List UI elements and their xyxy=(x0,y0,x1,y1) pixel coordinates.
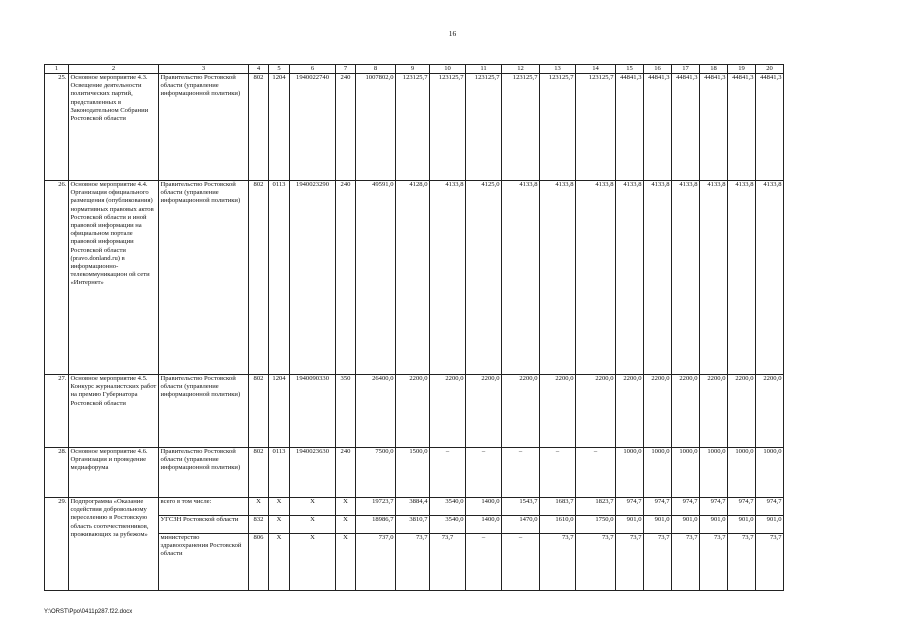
column-header: 9 xyxy=(396,65,430,74)
page-number: 16 xyxy=(448,29,457,38)
table-cell: 4133,8 xyxy=(540,181,576,375)
table-cell: 4133,8 xyxy=(430,181,466,375)
table-cell: 73,7 xyxy=(756,534,784,591)
table-cell: 3884,4 xyxy=(396,498,430,516)
table-cell: 974,7 xyxy=(756,498,784,516)
table-cell: 73,7 xyxy=(672,534,700,591)
table-cell: 901,0 xyxy=(756,516,784,534)
column-header: 12 xyxy=(502,65,540,74)
executor: УГСЗН Ростовской области xyxy=(159,516,249,534)
column-header: 13 xyxy=(540,65,576,74)
table-cell: 1750,0 xyxy=(576,516,616,534)
table-cell: 44841,3 xyxy=(672,74,700,181)
table-cell: 73,7 xyxy=(430,534,466,591)
table-cell: 1940023630 xyxy=(290,448,336,498)
table-cell: X xyxy=(249,498,269,516)
table-cell: 1470,0 xyxy=(502,516,540,534)
table-cell: 806 xyxy=(249,534,269,591)
table-cell: 44841,3 xyxy=(644,74,672,181)
table-cell: 240 xyxy=(336,181,356,375)
table-cell: 901,0 xyxy=(700,516,728,534)
table-cell: 1400,0 xyxy=(466,498,502,516)
column-number-row xyxy=(45,65,784,74)
table-cell: 4133,8 xyxy=(700,181,728,375)
row-number: 28. xyxy=(45,448,69,498)
table-cell: 44841,3 xyxy=(700,74,728,181)
row-number: 25. xyxy=(45,74,69,181)
table-cell: 4133,8 xyxy=(672,181,700,375)
table-row xyxy=(45,181,784,375)
table-cell: 4133,8 xyxy=(756,181,784,375)
table-cell: X xyxy=(269,516,290,534)
table-cell: 1610,0 xyxy=(540,516,576,534)
table-cell: – xyxy=(540,448,576,498)
row-number: 27. xyxy=(45,375,69,448)
table-cell: X xyxy=(269,534,290,591)
table-cell: 73,7 xyxy=(700,534,728,591)
table-cell: 974,7 xyxy=(672,498,700,516)
table-cell: 4133,8 xyxy=(644,181,672,375)
table-cell: 1007802,0 xyxy=(356,74,396,181)
table-cell: X xyxy=(290,516,336,534)
row-number: 29. xyxy=(45,498,69,591)
table-cell: 73,7 xyxy=(644,534,672,591)
table-cell: X xyxy=(336,516,356,534)
table-row xyxy=(45,448,784,498)
table-cell: 123125,7 xyxy=(502,74,540,181)
column-header: 10 xyxy=(430,65,466,74)
table-cell: 73,7 xyxy=(396,534,430,591)
table-cell: 18986,7 xyxy=(356,516,396,534)
executor: министерство здравоохранения Ростовской области xyxy=(159,534,249,591)
table-cell: 4133,8 xyxy=(616,181,644,375)
table-cell: – xyxy=(576,448,616,498)
table-cell: – xyxy=(466,534,502,591)
column-header: 14 xyxy=(576,65,616,74)
column-header: 5 xyxy=(269,65,290,74)
table-cell: 3810,7 xyxy=(396,516,430,534)
table-cell: 974,7 xyxy=(616,498,644,516)
table-cell: 1940090330 xyxy=(290,375,336,448)
table-cell: 2200,0 xyxy=(502,375,540,448)
column-header: 15 xyxy=(616,65,644,74)
column-header: 11 xyxy=(466,65,502,74)
row-number: 26. xyxy=(45,181,69,375)
table-cell: 19723,7 xyxy=(356,498,396,516)
table-cell: 737,0 xyxy=(356,534,396,591)
table-cell: 802 xyxy=(249,448,269,498)
table-cell: 901,0 xyxy=(672,516,700,534)
table-cell: 901,0 xyxy=(728,516,756,534)
table-cell: 802 xyxy=(249,181,269,375)
table-cell: 832 xyxy=(249,516,269,534)
column-header: 20 xyxy=(756,65,784,74)
table-cell: 1204 xyxy=(269,375,290,448)
activity-name: Основное мероприятие 4.6. Организация и проведение медиафорума xyxy=(69,448,159,498)
table-cell: 802 xyxy=(249,74,269,181)
table-cell: X xyxy=(290,498,336,516)
executor: Правительство Ростовской области (управление информационной политики) xyxy=(159,448,249,498)
table-cell: 7500,0 xyxy=(356,448,396,498)
table-cell: 2200,0 xyxy=(616,375,644,448)
table-cell: 73,7 xyxy=(616,534,644,591)
table-cell: 3540,0 xyxy=(430,516,466,534)
column-header: 8 xyxy=(356,65,396,74)
column-header: 16 xyxy=(644,65,672,74)
table-cell: – xyxy=(430,448,466,498)
table-row xyxy=(45,375,784,448)
table-cell: – xyxy=(502,448,540,498)
table-cell: 26400,0 xyxy=(356,375,396,448)
column-header: 3 xyxy=(159,65,249,74)
table-cell: 2200,0 xyxy=(540,375,576,448)
table-cell: – xyxy=(502,534,540,591)
table-cell: 1000,0 xyxy=(644,448,672,498)
table-cell: 4133,8 xyxy=(728,181,756,375)
column-header: 19 xyxy=(728,65,756,74)
table-cell: 4133,8 xyxy=(576,181,616,375)
activity-name: Подпрограмма «Оказание содействия добровольному переселению в Ростовскую область соотечественников, проживающих за рубежом» xyxy=(69,498,159,591)
table-cell: 0113 xyxy=(269,448,290,498)
table-cell: 2200,0 xyxy=(672,375,700,448)
table-cell: 44841,3 xyxy=(756,74,784,181)
table-cell: 2200,0 xyxy=(430,375,466,448)
table-cell: 901,0 xyxy=(644,516,672,534)
table-cell: 1000,0 xyxy=(672,448,700,498)
column-header: 2 xyxy=(69,65,159,74)
table-cell: 49591,0 xyxy=(356,181,396,375)
table-cell: 1500,0 xyxy=(396,448,430,498)
table-cell: 1000,0 xyxy=(700,448,728,498)
table-cell: 1000,0 xyxy=(756,448,784,498)
column-header: 7 xyxy=(336,65,356,74)
table-cell: 73,7 xyxy=(576,534,616,591)
table-cell: 3540,0 xyxy=(430,498,466,516)
table-cell: 123125,7 xyxy=(396,74,430,181)
column-header: 1 xyxy=(45,65,69,74)
table-cell: 44841,3 xyxy=(616,74,644,181)
column-header: 4 xyxy=(249,65,269,74)
table-cell: 2200,0 xyxy=(396,375,430,448)
activity-name: Основное мероприятие 4.4. Организация официального размещения (опубликования) нормативных правовых актов Ростовской области и иной правовой информации на официальном портале правовой информации Ростовской области (pravo.donland.ru) в информационно-телекоммуникацион ой сети «Интернет» xyxy=(69,181,159,375)
executor: Правительство Ростовской области (управление информационной политики) xyxy=(159,74,249,181)
table-cell: 123125,7 xyxy=(576,74,616,181)
activity-name: Основное мероприятие 4.3. Освещение деятельности политических партий, представленных в Законодательном Собрании Ростовской области xyxy=(69,74,159,181)
table-cell: 4133,8 xyxy=(502,181,540,375)
table-cell: X xyxy=(336,534,356,591)
table-cell: 73,7 xyxy=(540,534,576,591)
table-cell: X xyxy=(290,534,336,591)
table-cell: 73,7 xyxy=(728,534,756,591)
table-cell: X xyxy=(269,498,290,516)
activity-name: Основное мероприятие 4.5. Конкурс журналистских работ на премию Губернатора Ростовской области xyxy=(69,375,159,448)
file-path-footer: Y:\ORST\Ppo\0411p287.f22.docx xyxy=(44,609,133,615)
table-cell: – xyxy=(466,448,502,498)
table-cell: 350 xyxy=(336,375,356,448)
table-cell: 1543,7 xyxy=(502,498,540,516)
table-row xyxy=(45,74,784,181)
table-cell: 802 xyxy=(249,375,269,448)
table-cell: 1204 xyxy=(269,74,290,181)
table-cell: X xyxy=(336,498,356,516)
table-cell: 1683,7 xyxy=(540,498,576,516)
table-cell: 1940023290 xyxy=(290,181,336,375)
table-cell: 240 xyxy=(336,74,356,181)
table-cell: 974,7 xyxy=(644,498,672,516)
table-cell: 1940022740 xyxy=(290,74,336,181)
table-cell: 974,7 xyxy=(728,498,756,516)
table-cell: 974,7 xyxy=(700,498,728,516)
table-cell: 2200,0 xyxy=(756,375,784,448)
table-cell: 2200,0 xyxy=(728,375,756,448)
column-header: 17 xyxy=(672,65,700,74)
table-row xyxy=(45,498,784,516)
table-cell: 901,0 xyxy=(616,516,644,534)
table-cell: 123125,7 xyxy=(540,74,576,181)
table-cell: 4128,0 xyxy=(396,181,430,375)
table-cell: 4125,0 xyxy=(466,181,502,375)
executor: всего в том числе: xyxy=(159,498,249,516)
table-cell: 2200,0 xyxy=(644,375,672,448)
table-cell: 240 xyxy=(336,448,356,498)
table-cell: 2200,0 xyxy=(700,375,728,448)
table-cell: 2200,0 xyxy=(576,375,616,448)
table-cell: 123125,7 xyxy=(430,74,466,181)
executor: Правительство Ростовской области (управление информационной политики) xyxy=(159,181,249,375)
table-cell: 1400,0 xyxy=(466,516,502,534)
table-cell: 2200,0 xyxy=(466,375,502,448)
table-cell: 1823,7 xyxy=(576,498,616,516)
budget-table xyxy=(44,64,784,591)
table-cell: 1000,0 xyxy=(616,448,644,498)
table-cell: 0113 xyxy=(269,181,290,375)
table-cell: 123125,7 xyxy=(466,74,502,181)
executor: Правительство Ростовской области (управление информационной политики) xyxy=(159,375,249,448)
column-header: 6 xyxy=(290,65,336,74)
table-cell: 44841,3 xyxy=(728,74,756,181)
column-header: 18 xyxy=(700,65,728,74)
table-cell: 1000,0 xyxy=(728,448,756,498)
